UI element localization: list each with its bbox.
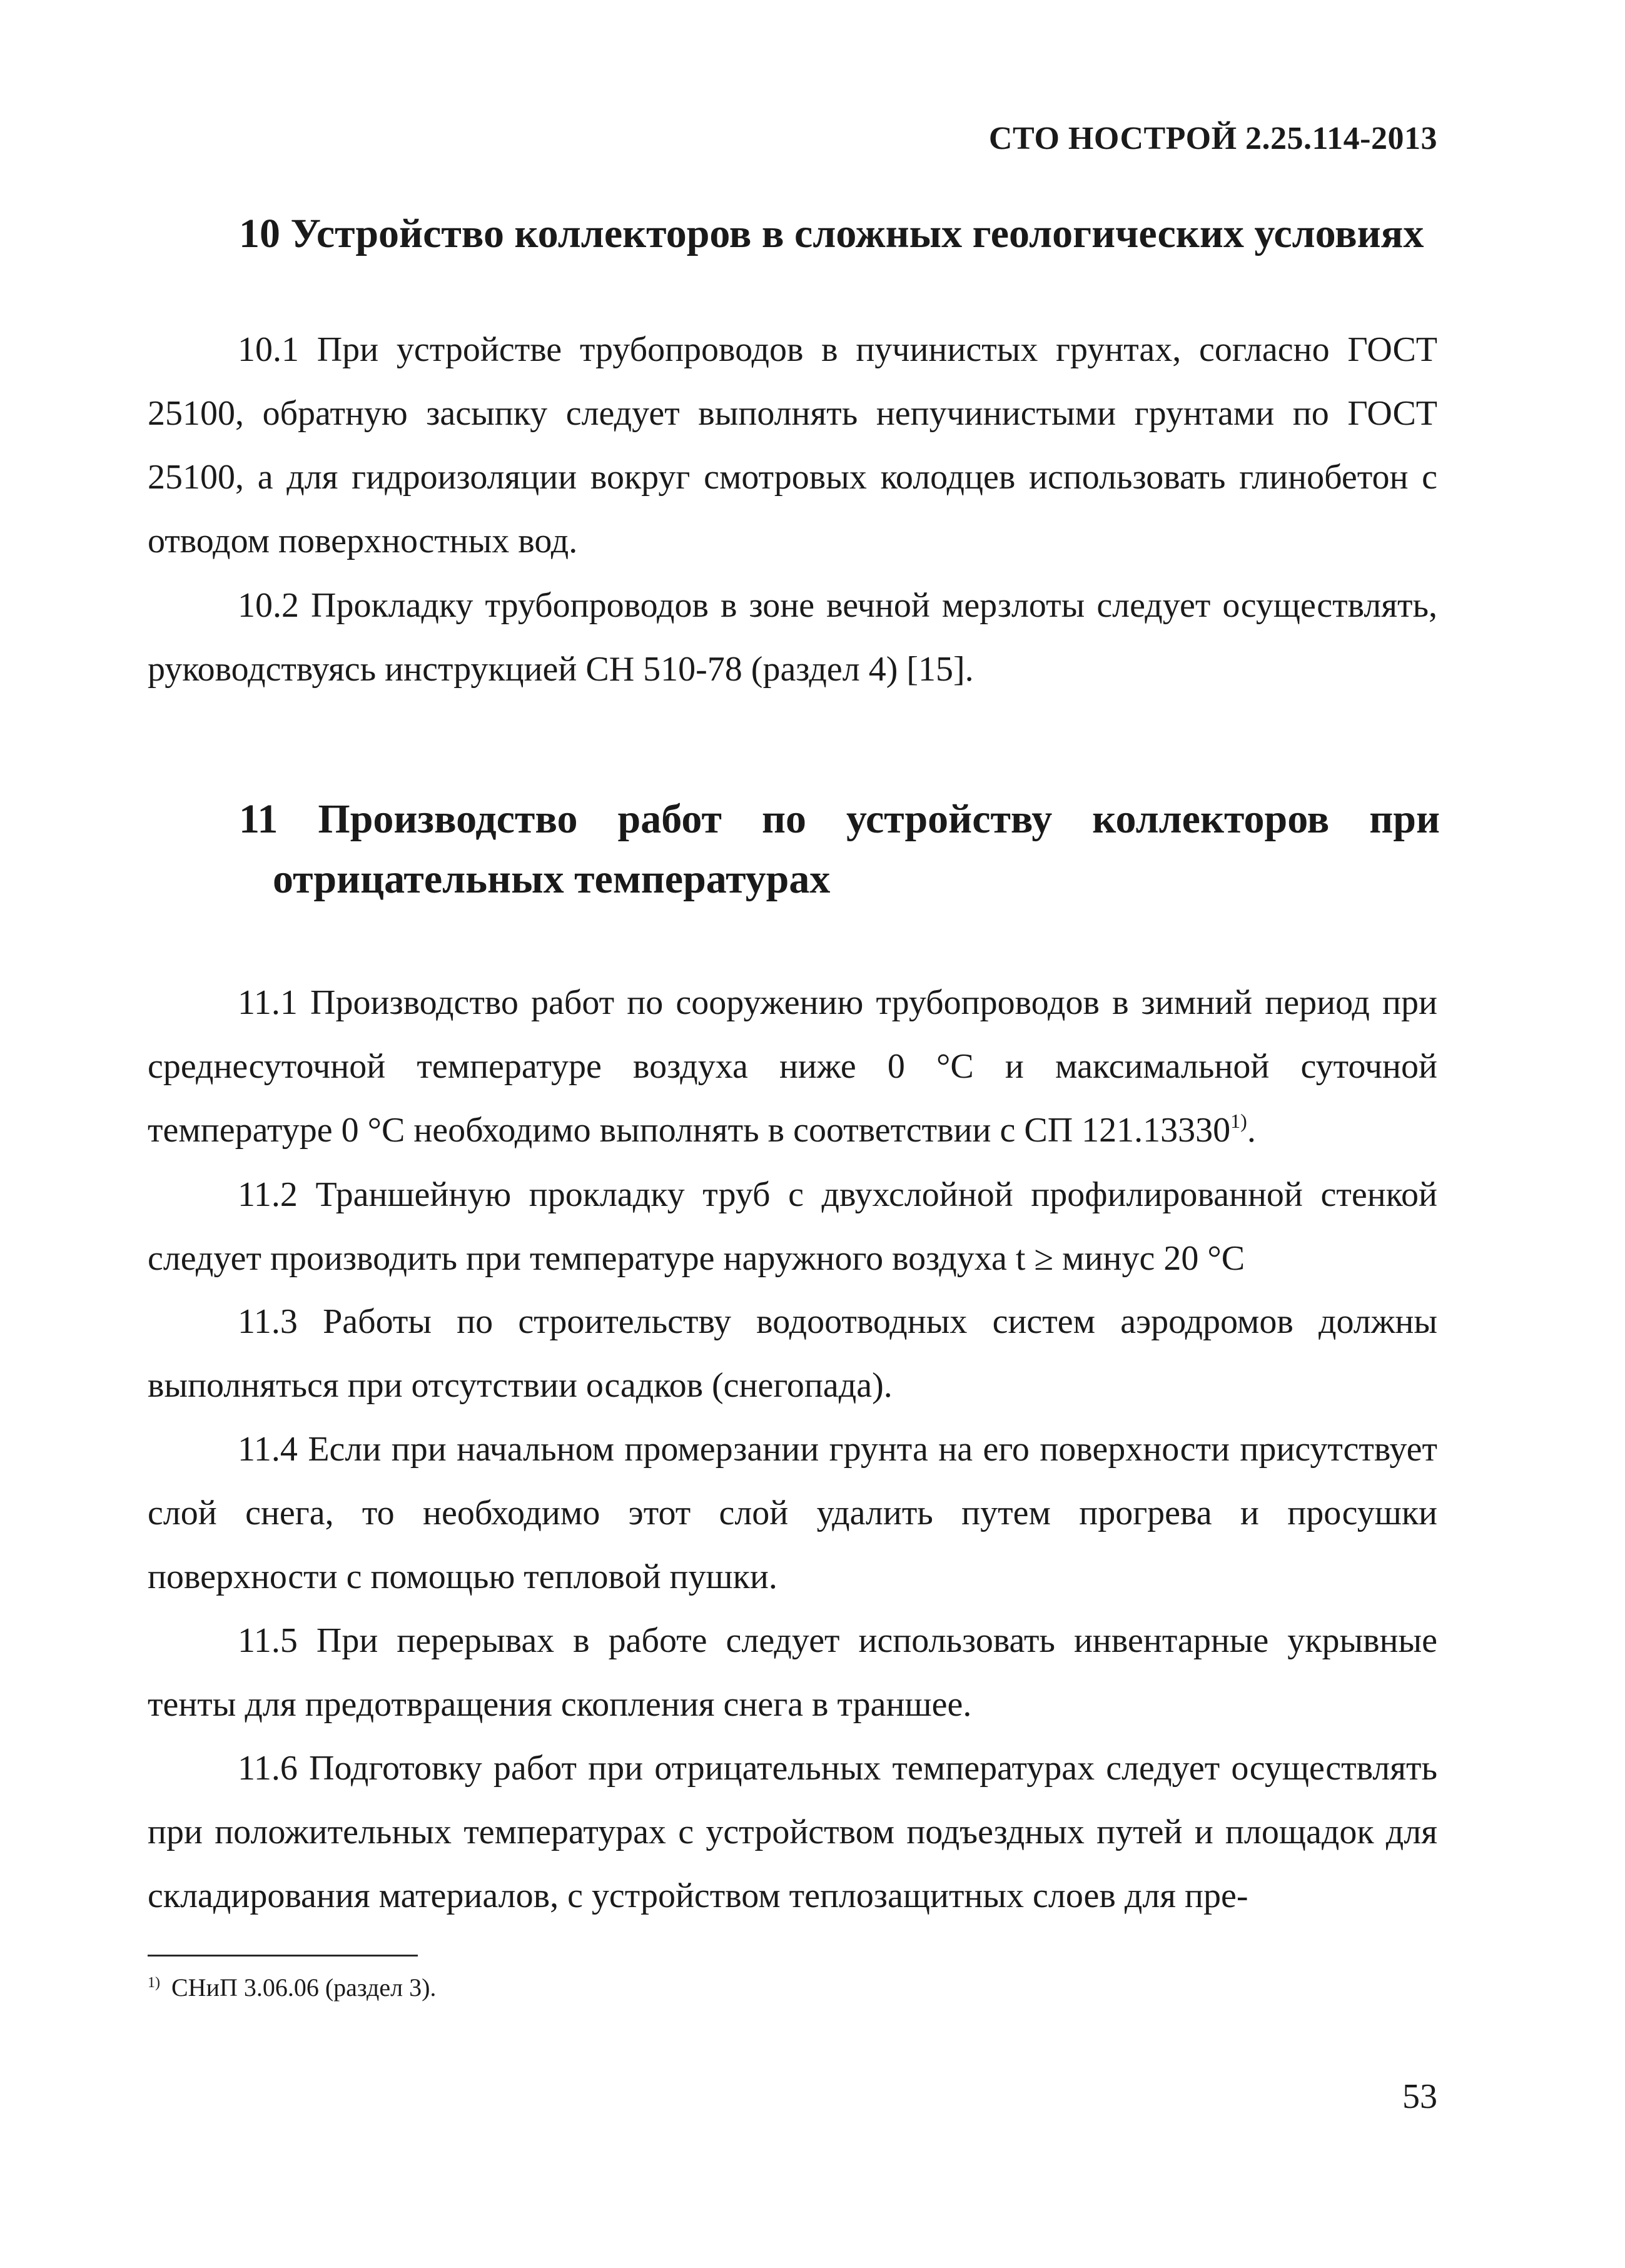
- paragraph-11-4: 11.4 Если при начальном промерзании грунта на его поверхности присутствует слой снега, то необходимо этот слой удалить путем прогрева и просушки поверхности с помощью тепловой пушки.: [148, 1430, 1437, 1596]
- footnote: [148, 1965, 436, 2005]
- standard-code-header: СТО НОСТРОЙ 2.25.114-2013: [988, 121, 1437, 156]
- paragraph-11-6: 11.6 Подготовку работ при отрицательных температурах следует осуществлять при положительных температурах с устройством подъездных путей и площадок для складирования материалов, с устройством теплозащитных слоев для пре-: [148, 1749, 1437, 1915]
- footnote-mark: 1): [148, 1975, 160, 1991]
- section-11-heading-line1: 11 Производство работ по устройству коллекторов при: [239, 796, 1440, 842]
- page-number: 53: [1402, 2077, 1437, 2116]
- paragraph-10-2: 10.2 Прокладку трубопроводов в зоне вечной мерзлоты следует осуществлять, руководствуясь инструкцией СН 510-78 (раздел 4) [15].: [148, 586, 1437, 689]
- section-10-heading: 10 Устройство коллекторов в сложных геологических условиях: [239, 211, 1424, 256]
- paragraph-10-1: 10.1 При устройстве трубопроводов в пучинистых грунтах, согласно ГОСТ 25100, обратную засыпку следует выполнять непучинистыми грунтами по ГОСТ 25100, а для гидроизоляции вокруг смотровых колодцев использовать глинобетон с отводом поверхностных вод.: [148, 330, 1437, 560]
- footnote-text: СНиП 3.06.06 (раздел 3).: [171, 1973, 437, 2002]
- paragraph-11-1-end: .: [1247, 1111, 1256, 1150]
- paragraph-11-5: 11.5 При перерывах в работе следует использовать инвентарные укрывные тенты для предотвращения скопления снега в траншее.: [148, 1621, 1437, 1724]
- paragraph-11-3: 11.3 Работы по строительству водоотводных систем аэродромов должны выполняться при отсутствии осадков (снегопада).: [148, 1302, 1437, 1405]
- footnote-reference[interactable]: 1): [1230, 1110, 1247, 1132]
- section-11-heading-line2: отрицательных температурах: [273, 856, 831, 902]
- paragraph-11-1: [148, 971, 1437, 1162]
- paragraph-11-1-text: 11.1 Производство работ по сооружению трубопроводов в зимний период при среднесуточной температуре воздуха ниже 0 °С и максимальной суточной температуре 0 °С необходимо выполнять в соответствии с СП 121.13330: [148, 983, 1437, 1150]
- footnote-separator: [148, 1955, 418, 1957]
- paragraph-11-2: 11.2 Траншейную прокладку труб с двухслойной профилированной стенкой следует производить при температуре наружного воздуха t ≥ минус 20 °С: [148, 1175, 1437, 1278]
